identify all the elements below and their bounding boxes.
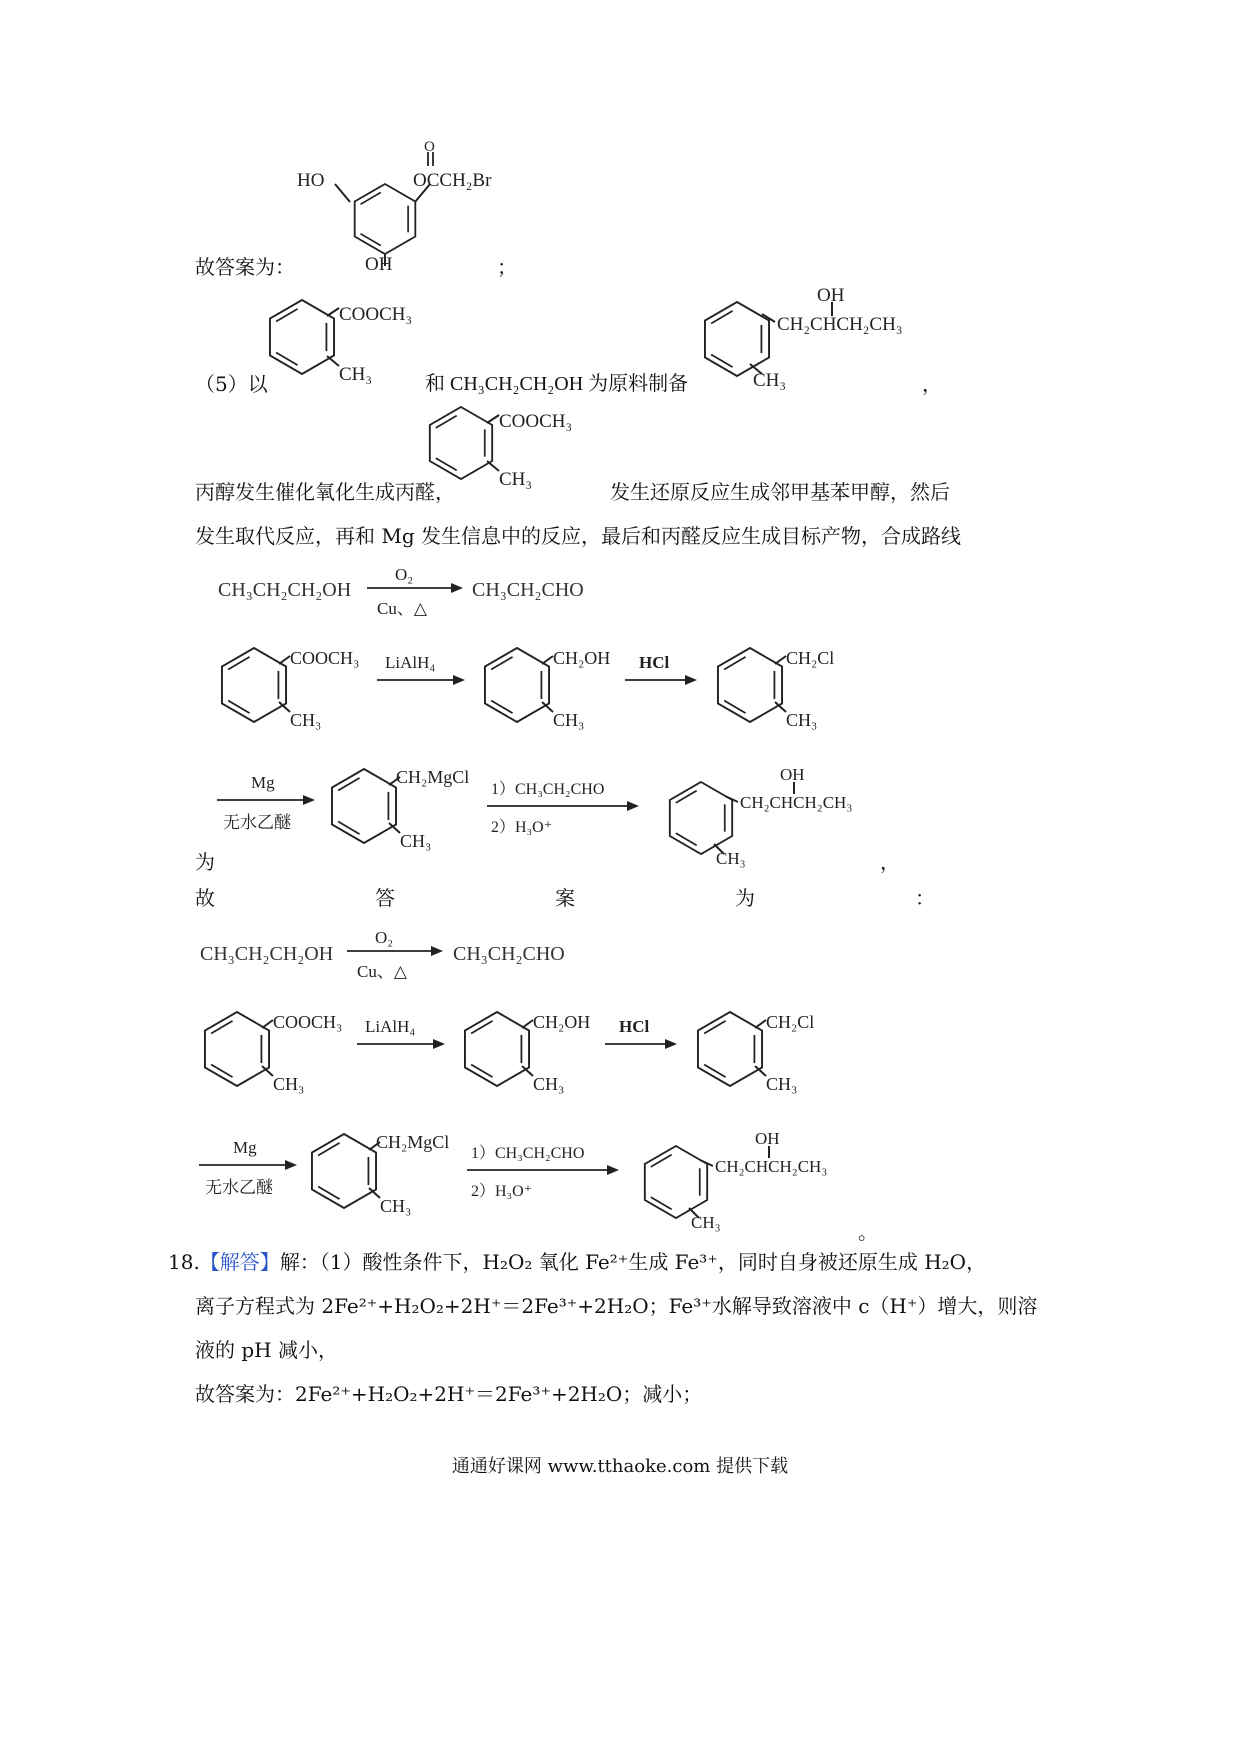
route2-alcohol [455,1004,605,1099]
svg-text:1）CH₃CH₂CHO: 1）CH₃CH₂CHO [471,1145,585,1162]
target-structure-1 [695,282,935,390]
part5-mid: 和 CH₃CH₂CH₂OH 为原料制备 [425,373,689,395]
benzene-ring-icon [698,1012,762,1086]
benzene-ring-icon [670,782,732,854]
route1-arrow-liaih4 [375,650,470,690]
svg-text:HCl: HCl [639,653,670,672]
q18-line3: 液的 pH 减小， [195,1338,338,1362]
svg-text:OH: OH [780,765,805,784]
bromoacetate-structure [295,140,525,280]
svg-text:CH₂MgCl: CH₂MgCl [396,767,470,787]
svg-text:CH₃: CH₃ [533,1074,565,1094]
period: 。 [858,1220,878,1244]
benzene-ring-icon [645,1146,707,1218]
route1-propanol: CH₃CH₂CH₂OH [218,579,352,601]
route2-arrow-hcl [603,1014,683,1054]
spread-answer-label: 故 答 案 为 ： [195,886,935,910]
benzene-ring-icon [270,300,334,374]
route1-arrow-mg [215,770,320,835]
route1-arrow-hcl [623,650,703,690]
route2-chloride [688,1004,838,1099]
page-footer: 通通好课网 www.tthaoke.com 提供下载 [451,1456,789,1477]
svg-text:OH: OH [755,1129,780,1148]
svg-text:COOCH₃: COOCH₃ [273,1012,343,1032]
svg-text:2）H₃O⁺: 2）H₃O⁺ [491,819,553,836]
line-reduce: 发生还原反应生成邻甲基苯甲醇，然后 [610,480,950,504]
svg-text:CH₃: CH₃ [553,710,585,730]
svg-text:CH₃: CH₃ [766,1074,798,1094]
svg-text:CH₃: CH₃ [290,710,322,730]
svg-text:LiAlH₄: LiAlH₄ [365,1017,416,1036]
route2-arrow-mg [197,1135,302,1200]
svg-text:CH₂MgCl: CH₂MgCl [376,1132,450,1152]
svg-text:COOCH₃: COOCH₃ [290,648,360,668]
benzene-ring-icon [485,648,549,722]
comma: ， [922,372,942,396]
route2-ester [195,1004,360,1099]
svg-text:HCl: HCl [619,1017,650,1036]
hydroxyl-group: OH [817,285,845,306]
svg-text:CH₂OH: CH₂OH [553,648,611,668]
svg-text:CH₂OH: CH₂OH [533,1012,591,1032]
benzene-ring-icon [355,184,416,254]
svg-text:Cu、△: Cu、△ [357,962,407,981]
route2-arrow-oxidation [345,925,450,985]
route2-propanol: CH₃CH₂CH₂OH [200,943,334,965]
svg-text:2）H₃O⁺: 2）H₃O⁺ [471,1183,533,1200]
side-chain: CH₂CHCH₂CH₃ [777,314,903,335]
svg-text:CH₂Cl: CH₂Cl [766,1012,815,1032]
answer-tag: 【解答】 [199,1250,280,1274]
svg-text:无水乙醚: 无水乙醚 [205,1178,273,1197]
comma-2: ， [880,850,900,874]
benzene-ring-icon [312,1134,376,1208]
svg-text:CH₃: CH₃ [273,1074,305,1094]
question-number: 18. [168,1250,200,1274]
q18-line4: 故答案为：2Fe²⁺+H₂O₂+2H⁺＝2Fe³⁺+2H₂O；减小； [195,1382,703,1406]
benzene-ring-icon [205,1012,269,1086]
svg-text:无水乙醚: 无水乙醚 [223,813,291,832]
ester-group: COOCH₃ [499,411,573,432]
route1-propanal: CH₃CH₂CHO [472,579,584,601]
substituent-ester: OCCH₂Br [413,170,492,191]
ester-group: COOCH₃ [339,304,413,325]
route1-arrow-propanal [485,776,645,846]
svg-text:CH₃: CH₃ [716,849,746,868]
route1-target [660,762,890,870]
svg-text:O₂: O₂ [395,565,414,584]
svg-text:CH₃: CH₃ [380,1196,412,1216]
benzene-ring-icon [465,1012,529,1086]
route2-propanal: CH₃CH₂CHO [453,943,565,965]
svg-text:Mg: Mg [233,1138,257,1157]
svg-text:CH₃: CH₃ [400,831,432,851]
svg-text:Cu、△: Cu、△ [377,599,427,618]
carbonyl-oxygen: O [424,140,435,155]
q18-text1: 解：（1）酸性条件下，H₂O₂ 氧化 Fe²⁺生成 Fe³⁺，同时自身被还原生成 H₂O， [279,1250,987,1274]
svg-text:CH₃: CH₃ [691,1213,721,1232]
svg-text:CH₃: CH₃ [786,710,818,730]
line-propanol: 丙醇发生催化氧化生成丙醛， [195,480,455,504]
route1-ester [212,640,377,735]
route1-alcohol [475,640,625,735]
answer-label: 故答案为： [195,255,295,279]
methyl-group: CH₃ [339,364,373,385]
q18-line1 [168,1248,986,1276]
svg-text:LiAlH₄: LiAlH₄ [385,653,436,672]
methyl-group: CH₃ [753,370,787,390]
svg-text:CH₂Cl: CH₂Cl [786,648,835,668]
q18-line2: 离子方程式为 2Fe²⁺+H₂O₂+2H⁺＝2Fe³⁺+2H₂O；Fe³⁺水解导致溶液中 c（H⁺）增大，则溶 [195,1294,1038,1318]
svg-text:O₂: O₂ [375,928,394,947]
benzene-ring-icon [705,302,769,376]
route2-arrow-propanal [465,1140,625,1210]
route1-chloride [708,640,858,735]
substituent-oh: OH [365,254,393,275]
line-subst: 发生取代反应，再和 Mg 发生信息中的反应，最后和丙醛反应生成目标产物，合成路线 [195,524,961,548]
semicolon: ； [497,255,517,279]
benzene-ring-icon [718,648,782,722]
route2-arrow-liaih4 [355,1014,450,1054]
svg-text:Mg: Mg [251,773,275,792]
benzene-ring-icon [332,769,396,843]
substituent-ho: HO [297,170,325,191]
ester-structure [265,296,435,391]
wei-label: 为 [195,850,215,874]
ester-structure-2 [425,403,615,495]
route1-grignard [322,755,487,855]
benzene-ring-icon [222,648,286,722]
svg-text:CH₂CHCH₂CH₃: CH₂CHCH₂CH₃ [740,793,853,812]
route2-target [635,1126,865,1234]
part5-prefix: （5）以 [195,372,268,396]
route2-grignard [302,1120,467,1220]
methyl-group: CH₃ [499,469,533,490]
svg-text:CH₂CHCH₂CH₃: CH₂CHCH₂CH₃ [715,1157,828,1176]
svg-text:1）CH₃CH₂CHO: 1）CH₃CH₂CHO [491,781,605,798]
route1-arrow-oxidation [365,562,470,622]
benzene-ring-icon [430,407,492,479]
